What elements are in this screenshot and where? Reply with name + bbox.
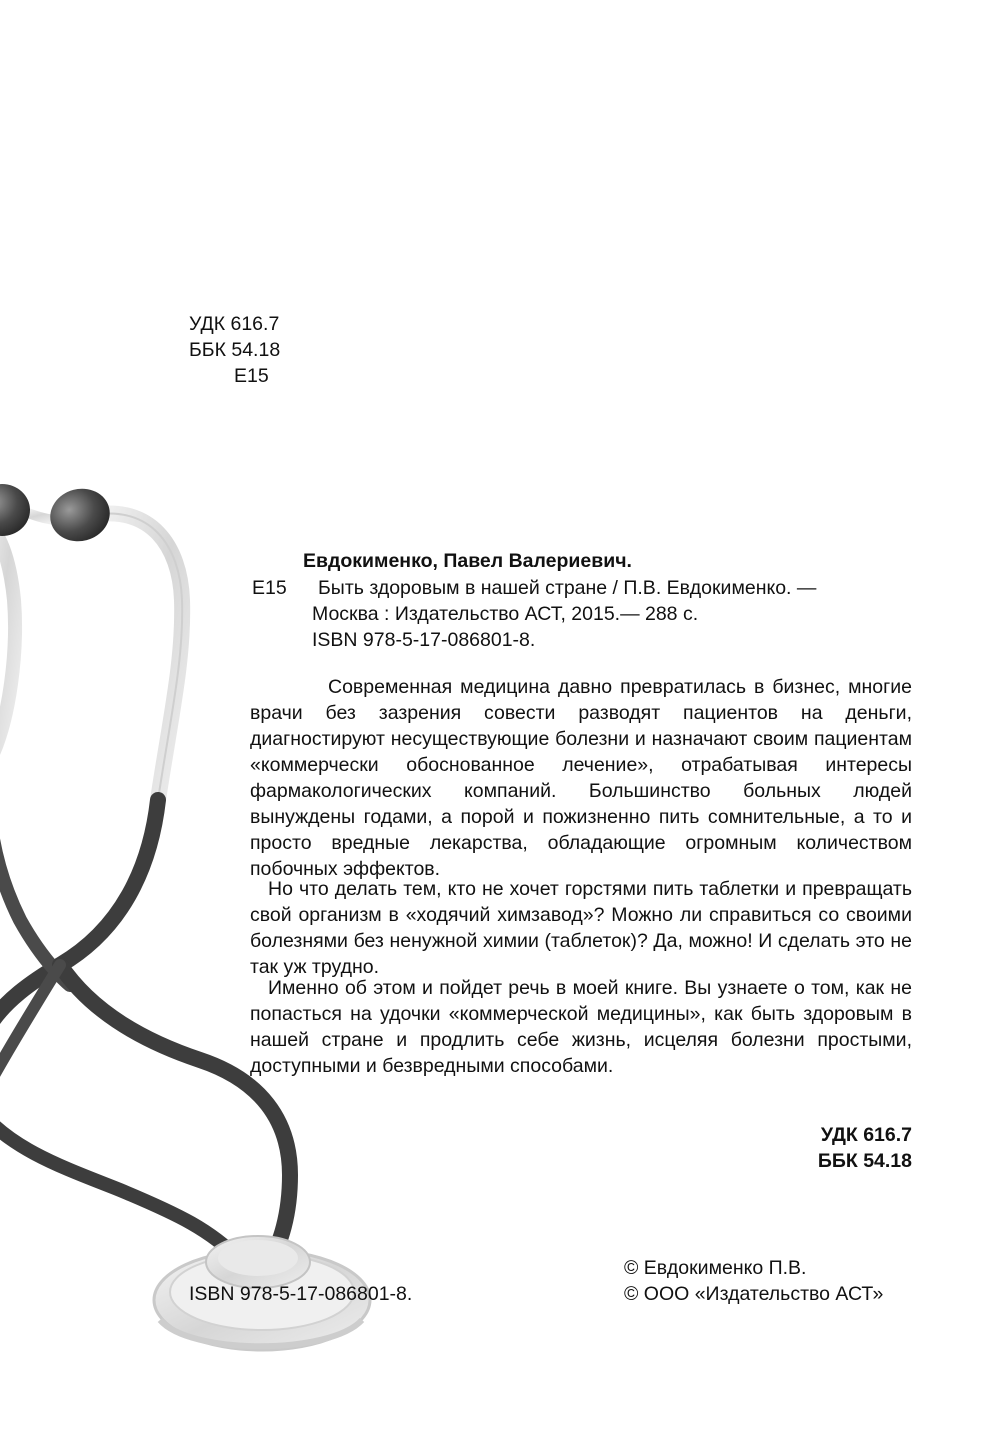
annotation-paragraph: Современная медицина давно превратилась в бизнес, многие врачи без зазрения совести разводят пациентов на деньги, диагностируют несуществующие болезни и назначают своим пациентам «коммерчески обоснованное лечение», отрабатывая интересы фармакологических компаний. Большинство больных людей вынуждены годами, а порой и пожизненно пить сомнительные, а то и просто вредные лекарства, обладающие огромным количеством побочных эффектов. <box>250 676 912 880</box>
author-mark: Е15 <box>252 577 287 599</box>
annotation-paragraph: Но что делать тем, кто не хочет горстями пить таблетки и превращать свой организм в «ходячий химзавод»? Можно ли справиться со своими болезнями без ненужной химии (таблеток)? Да, можно! И сделать это не так уж трудно. <box>250 878 912 978</box>
bbk-code-bottom: ББК 54.18 <box>817 1150 912 1172</box>
author-name: Евдокименко, Павел Валериевич. <box>303 550 632 572</box>
author-mark-top: Е15 <box>234 365 269 387</box>
copyright-publisher: © ООО «Издательство АСТ» <box>624 1283 884 1305</box>
udk-code-bottom: УДК 616.7 <box>820 1124 912 1146</box>
isbn-line: ISBN 978-5-17-086801-8. <box>312 629 536 651</box>
book-title-line: Быть здоровым в нашей стране / П.В. Евдокименко. — <box>318 577 817 599</box>
publication-line: Москва : Издательство АСТ, 2015.— 288 с. <box>312 603 699 625</box>
bbk-code-top: ББК 54.18 <box>189 339 281 361</box>
copyright-author: © Евдокименко П.В. <box>624 1257 807 1279</box>
isbn-footer: ISBN 978-5-17-086801-8. <box>189 1283 413 1305</box>
ear-tip <box>0 484 30 536</box>
udk-code-top: УДК 616.7 <box>189 313 280 335</box>
ear-tip <box>44 482 115 548</box>
annotation-paragraph: Именно об этом и пойдет речь в моей книге. Вы узнаете о том, как не попасться на удочки «коммерческой медицины», как быть здоровым в нашей стране и продлить себе жизнь, исцеляя болезни простыми, доступными и безвредными способами. <box>250 977 912 1077</box>
